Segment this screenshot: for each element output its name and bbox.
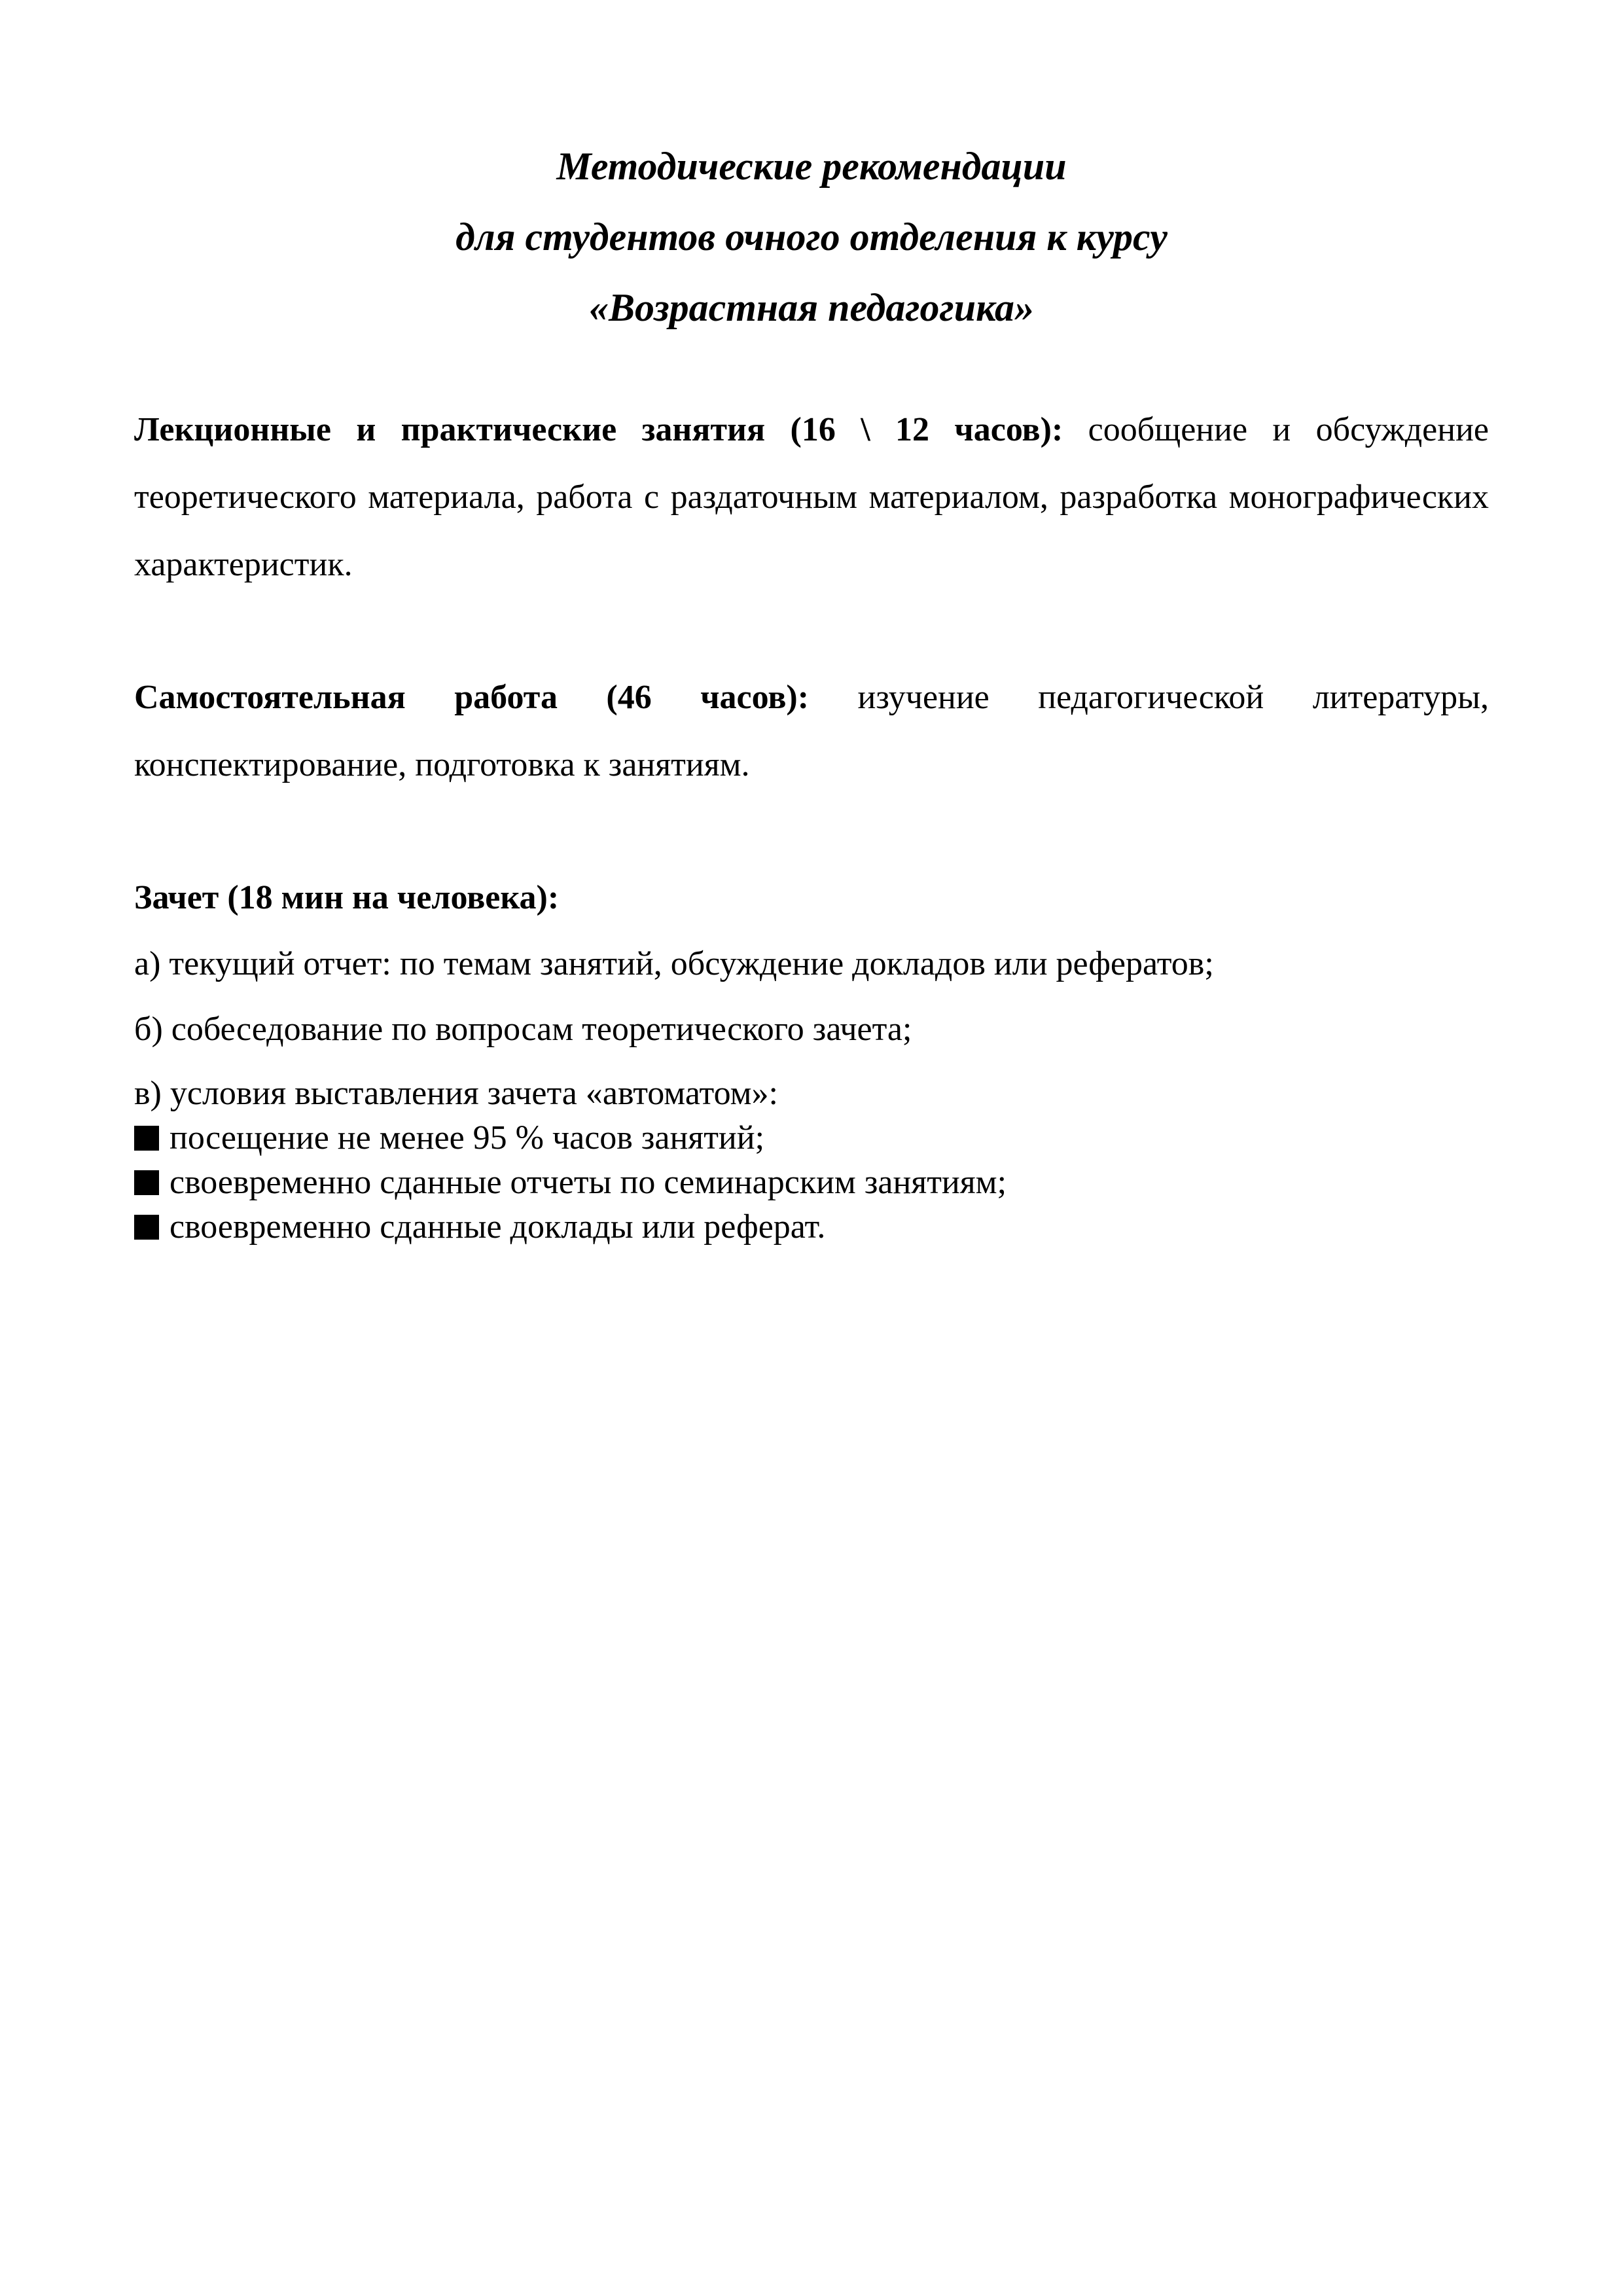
document-title	[0, 131, 1623, 343]
section-spacer	[134, 798, 1489, 864]
section-spacer	[134, 598, 1489, 664]
document-body	[134, 396, 1489, 1249]
bullet-text: посещение не менее 95 % часов занятий;	[169, 1119, 765, 1157]
black-square-bullet-icon	[134, 1126, 159, 1151]
black-square-bullet-icon	[134, 1215, 159, 1240]
title-line-2: для студентов очного отделения к курсу	[455, 215, 1168, 259]
list-item	[134, 1116, 1489, 1160]
lectures-label: Лекционные и практические занятия (16 \ 12 часов):	[134, 411, 1063, 448]
list-item	[134, 1160, 1489, 1205]
self-study-text: изучение педагогической литературы, конспектирование, подготовка к занятиям.	[134, 679, 1489, 783]
exam-item-c: в) условия выставления зачета «автоматом»:	[134, 1075, 778, 1112]
self-study-label: Самостоятельная работа (46 часов):	[134, 679, 810, 716]
bullet-text: своевременно сданные отчеты по семинарским занятиям;	[169, 1164, 1007, 1201]
lectures-text: сообщение и обсуждение теоретического материала, работа с раздаточным материалом, разработка монографических характеристик.	[134, 411, 1489, 583]
self-study-paragraph	[134, 664, 1489, 798]
exam-heading: Зачет (18 мин на человека):	[134, 879, 560, 916]
lectures-paragraph	[134, 396, 1489, 598]
black-square-bullet-icon	[134, 1170, 159, 1195]
exam-item-a: а) текущий отчет: по темам занятий, обсуждение докладов или рефератов;	[134, 945, 1214, 982]
exam-item-b: б) собеседование по вопросам теоретического зачета;	[134, 1011, 912, 1048]
title-line-3: «Возрастная педагогика»	[588, 286, 1034, 329]
list-item	[134, 1205, 1489, 1249]
auto-pass-conditions	[134, 1116, 1489, 1249]
title-line-1: Методические рекомендации	[556, 145, 1067, 188]
bullet-text: своевременно сданные доклады или реферат.	[169, 1208, 826, 1246]
